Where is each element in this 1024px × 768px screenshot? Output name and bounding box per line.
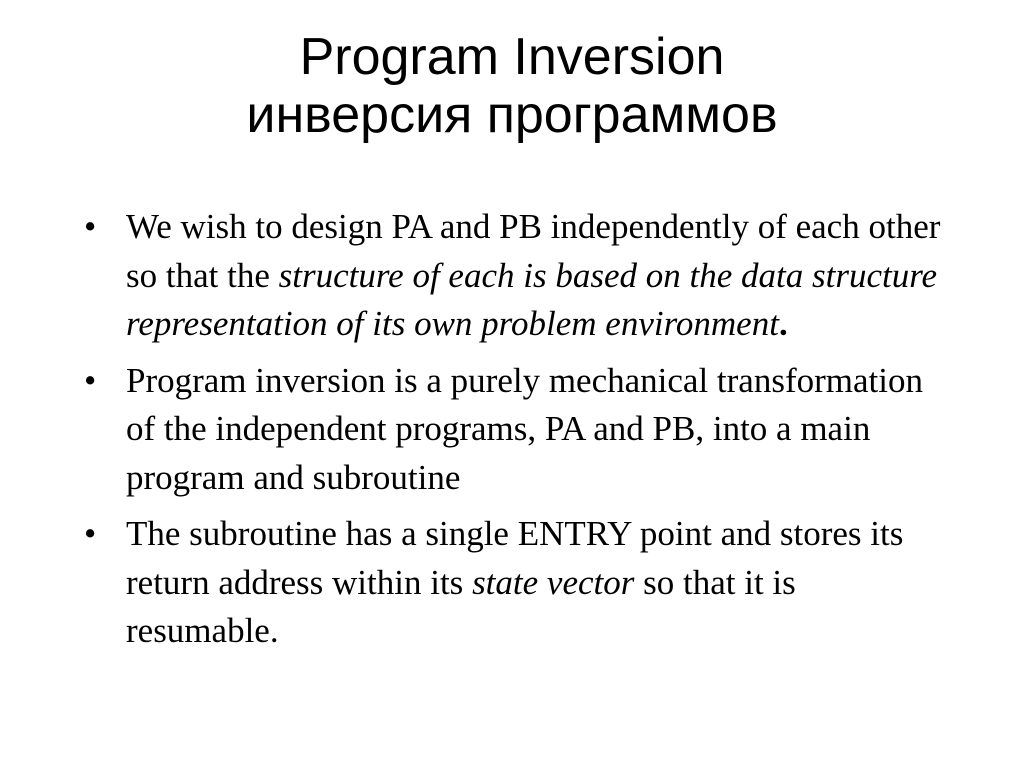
bullet-icon: • (84, 207, 97, 246)
bullet-icon: • (84, 360, 97, 400)
bullet-text: Program inversion is a purely mechanical transformation of the independent programs, PA and PB, into a main program and subroutine (126, 360, 923, 497)
bullet-item-design (84, 203, 944, 349)
bullet-icon: • (84, 514, 97, 553)
bullet-item-subroutine (84, 510, 944, 656)
title-russian: инверсия программов (246, 86, 778, 144)
bullet-text-end: so that it is resumable. (126, 562, 796, 650)
slide-title (0, 28, 1024, 144)
bullet-text: The subroutine has a single ENTRY point and stores its return address within its (126, 514, 904, 602)
bullet-period: . (778, 304, 788, 343)
bullet-italic-text: structure of each is based on the data structure representation of its own problem environment (126, 255, 938, 343)
bullet-text: We wish to design PA and PB independently of each other so that the (126, 207, 941, 295)
title-english: Program Inversion (299, 28, 725, 86)
bullet-item-inversion (84, 357, 944, 503)
bullet-list (84, 203, 944, 664)
bullet-italic-text: state vector (472, 562, 635, 602)
